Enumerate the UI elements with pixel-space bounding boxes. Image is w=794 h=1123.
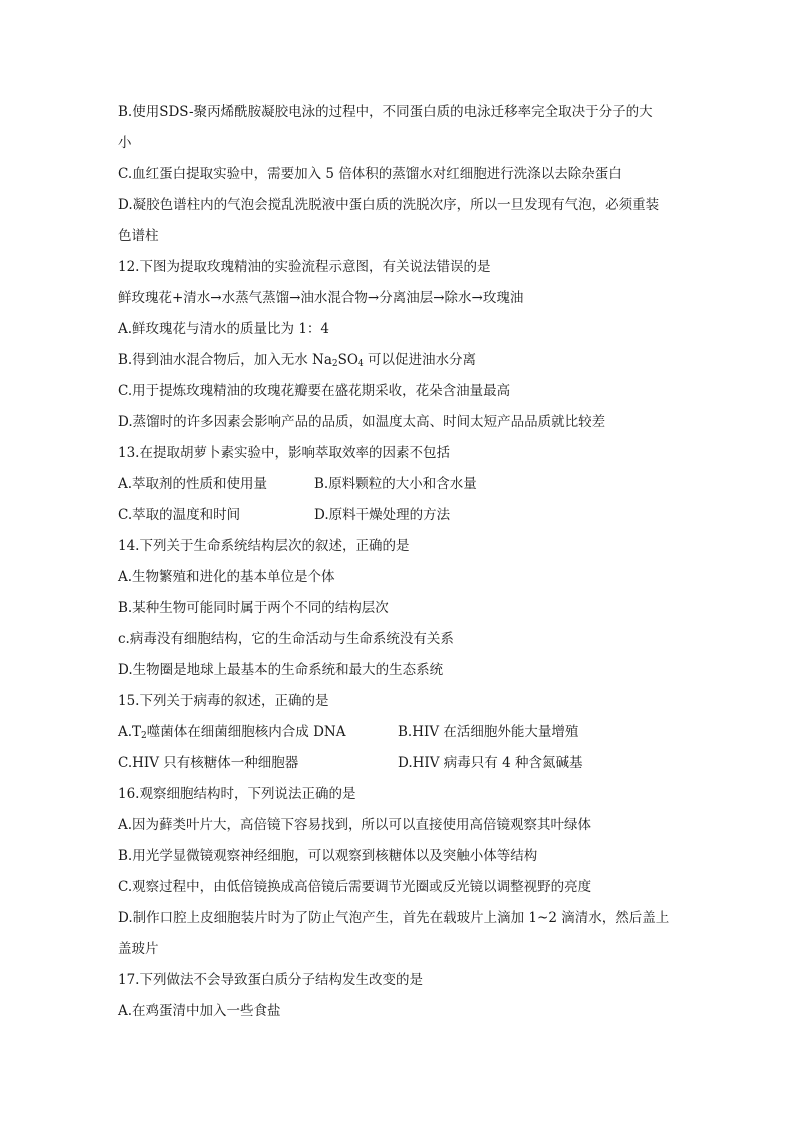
q16-option-d-line2: 盖玻片: [118, 941, 159, 957]
q15-option-b: B.HIV 在活细胞外能大量增殖: [398, 724, 579, 740]
q11-option-b-line1: B.使用SDS-聚丙烯酰胺凝胶电泳的过程中，不同蛋白质的电泳迁移率完全取决于分子的大: [118, 104, 653, 120]
q12-stem: 12.下图为提取玫瑰精油的实验流程示意图，有关说法错误的是: [118, 259, 491, 275]
q12-b-post: 可以促进油水分离: [363, 352, 476, 368]
q12-option-a: A.鲜玫瑰花与清水的质量比为 1：4: [118, 321, 330, 337]
q12-option-d: D.蒸馏时的许多因素会影响产品的品质，如温度太高、时间太短产品品质就比较差: [118, 414, 606, 430]
q15-options-row2: [118, 748, 680, 779]
q14-stem: 14.下列关于生命系统结构层次的叙述，正确的是: [118, 538, 410, 554]
q14-option-d: D.生物圈是地球上最基本的生命系统和最大的生态系统: [118, 662, 444, 678]
q15-option-d: D.HIV 病毒只有 4 种含氮碱基: [398, 755, 583, 771]
q15-a-sub: 2: [141, 731, 147, 741]
q11-option-d-line2: 色谱柱: [118, 228, 159, 244]
q14-option-c: c.病毒没有细胞结构，它的生命活动与生命系统没有关系: [118, 631, 454, 647]
q15-option-a: [118, 717, 398, 748]
question-list: [118, 97, 680, 1027]
q12-option-c: C.用于提炼玫瑰精油的玫瑰花瓣要在盛花期采收，花朵含油量最高: [118, 383, 511, 399]
q13-options-row2: [118, 500, 680, 531]
q15-option-c: C.HIV 只有核糖体一种细胞器: [118, 755, 299, 771]
q13-stem: 13.在提取胡萝卜素实验中，影响萃取效率的因素不包括: [118, 445, 450, 461]
q12-option-b: [118, 345, 680, 376]
q13-option-a: A.萃取剂的性质和使用量: [118, 476, 268, 492]
q14-option-a: A.生物繁殖和进化的基本单位是个体: [118, 569, 335, 585]
q12-b-sub2: 4: [357, 359, 364, 369]
q16-option-b: B.用光学显微镜观察神经细胞，可以观察到核糖体以及突触小体等结构: [118, 848, 538, 864]
q15-options-row1: [118, 717, 680, 748]
q11-option-d-line1: D.凝胶色谱柱内的气泡会搅乱洗脱液中蛋白质的洗脱次序，所以一旦发现有气泡，必须重装: [118, 197, 660, 213]
q13-option-b: B.原料颗粒的大小和含水量: [314, 476, 477, 492]
q13-options-row1: [118, 469, 680, 500]
q17-stem: 17.下列做法不会导致蛋白质分子结构发生改变的是: [118, 972, 423, 988]
q17-option-a: A.在鸡蛋清中加入一些食盐: [118, 1003, 281, 1019]
q15-stem: 15.下列关于病毒的叙述，正确的是: [118, 693, 329, 709]
q12-b-pre: B.得到油水混合物后，加入无水 Na: [118, 352, 332, 368]
q13-option-d: D.原料干燥处理的方法: [314, 507, 451, 523]
q16-option-a: A.因为藓类叶片大，高倍镜下容易找到，所以可以直接使用高倍镜观察其叶绿体: [118, 817, 592, 833]
q15-a-pre: A.T: [118, 724, 142, 740]
q11-option-b-line2: 小: [118, 135, 132, 151]
q12-flow: 鲜玫瑰花+清水→水蒸气蒸馏→油水混合物→分离油层→除水→玫瑰油: [118, 290, 524, 306]
q15-a-post: 噬菌体在细菌细胞核内合成 DNA: [146, 724, 346, 740]
q11-option-c: C.血红蛋白提取实验中，需要加入 5 倍体积的蒸馏水对红细胞进行洗涤以去除杂蛋白: [118, 166, 622, 182]
q16-option-d-line1: D.制作口腔上皮细胞装片时为了防止气泡产生，首先在载玻片上滴加 1~2 滴清水，然后盖上: [118, 910, 670, 926]
q14-option-b: B.某种生物可能同时属于两个不同的结构层次: [118, 600, 389, 616]
q16-stem: 16.观察细胞结构时，下列说法正确的是: [118, 786, 356, 802]
q13-option-c: C.萃取的温度和时间: [118, 507, 241, 523]
q16-option-c: C.观察过程中，由低倍镜换成高倍镜后需要调节光圈或反光镜以调整视野的亮度: [118, 879, 592, 895]
q12-b-mid: SO: [337, 352, 358, 368]
q12-b-sub1: 2: [331, 359, 338, 369]
